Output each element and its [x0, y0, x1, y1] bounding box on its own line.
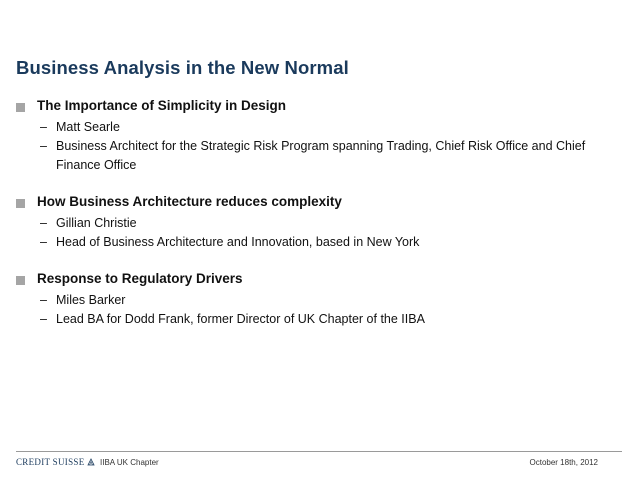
sub-item [16, 310, 616, 329]
sail-logo-icon [87, 458, 95, 466]
logo-text: CREDIT SUISSE [16, 457, 85, 467]
section-regulatory [16, 271, 616, 329]
sub-item [16, 118, 616, 137]
section-architecture [16, 194, 616, 252]
footer-chapter: IIBA UK Chapter [100, 458, 159, 467]
dash-icon: – [40, 216, 47, 230]
section-heading: How Business Architecture reduces complexity [37, 194, 342, 209]
dash-icon: – [40, 293, 47, 307]
sub-item-text: Matt Searle [56, 120, 120, 134]
sub-item [16, 233, 616, 252]
sub-item-text: Gillian Christie [56, 216, 137, 230]
sub-item-text: Head of Business Architecture and Innovation, based in New York [56, 235, 420, 249]
section-simplicity [16, 98, 616, 175]
credit-suisse-logo [16, 457, 95, 467]
bullet-square-icon [16, 276, 25, 285]
section-heading: The Importance of Simplicity in Design [37, 98, 287, 113]
sub-item [16, 137, 616, 175]
section-heading: Response to Regulatory Drivers [37, 271, 243, 286]
sub-item-text: Miles Barker [56, 293, 126, 307]
sub-item-text: Business Architect for the Strategic Risk Program spanning Trading, Chief Risk Office and Chief Finance Office [56, 139, 586, 172]
sub-item [16, 291, 616, 310]
bullet-square-icon [16, 199, 25, 208]
slide-content [16, 98, 616, 348]
sub-item [16, 214, 616, 233]
sub-item-text: Lead BA for Dodd Frank, former Director of UK Chapter of the IIBA [56, 312, 425, 326]
dash-icon: – [40, 120, 47, 134]
dash-icon: – [40, 235, 47, 249]
bullet-square-icon [16, 103, 25, 112]
footer-divider [16, 451, 622, 452]
footer-date: October 18th, 2012 [529, 458, 598, 467]
dash-icon: – [40, 312, 47, 326]
slide-title: Business Analysis in the New Normal [16, 57, 349, 78]
dash-icon: – [40, 139, 47, 153]
